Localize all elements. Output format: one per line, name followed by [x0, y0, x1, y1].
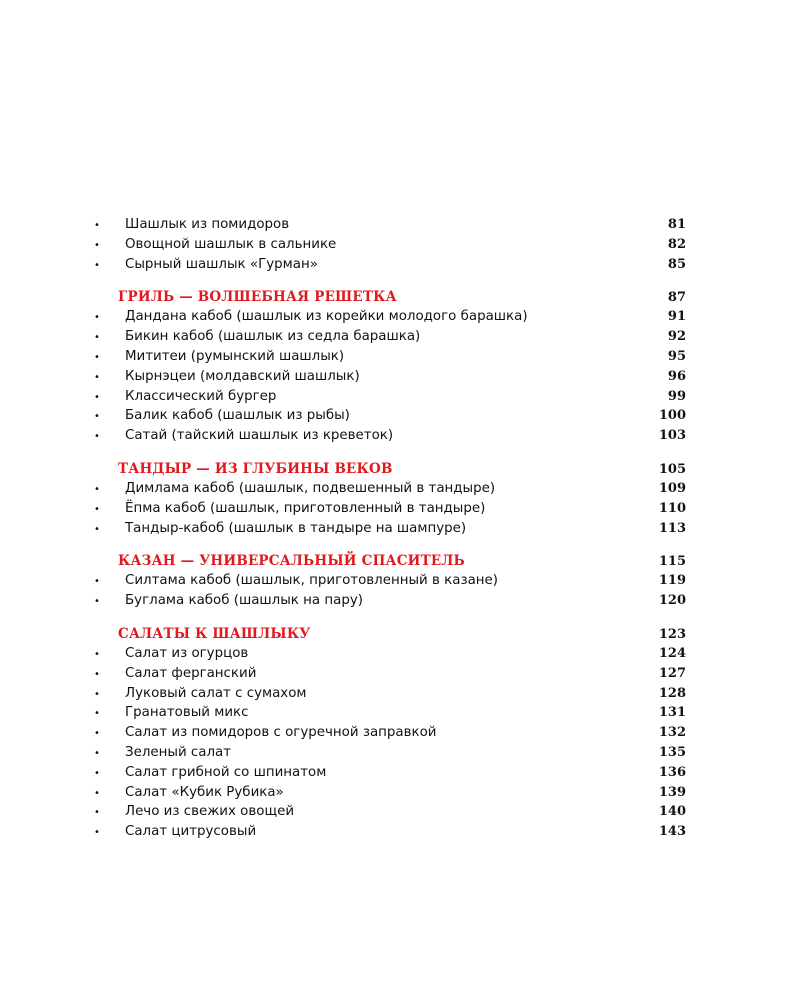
section-heading-title: ТАНДЫР — ИЗ ГЛУБИНЫ ВЕКОВ — [118, 460, 393, 477]
toc-entry-page-number: 103 — [658, 428, 686, 444]
toc-entry — [92, 644, 686, 664]
toc-entry — [92, 426, 686, 446]
bullet-icon: • — [94, 332, 100, 344]
toc-entry-page-number: 109 — [658, 480, 686, 496]
toc-entry-title: Кырнэцеи (молдавский шашлык) — [125, 368, 360, 384]
toc-entry-page-number: 132 — [658, 725, 686, 741]
bullet-icon: • — [94, 523, 100, 535]
section-heading — [92, 551, 686, 571]
bullet-icon: • — [94, 503, 100, 515]
bullet-icon: • — [94, 728, 100, 740]
toc-entry — [92, 307, 686, 327]
toc-entry-title: Димлама кабоб (шашлык, подвешенный в тандыре) — [125, 480, 496, 496]
bullet-icon: • — [94, 220, 100, 231]
toc-entry — [92, 783, 686, 803]
toc-entry-page-number: 96 — [667, 368, 686, 384]
toc-entry — [92, 723, 686, 743]
toc-entry-page-number: 124 — [658, 645, 686, 661]
toc-section — [92, 459, 686, 538]
toc-entry-page-number: 143 — [658, 824, 686, 840]
toc-entry-page-number: 131 — [658, 705, 686, 721]
bullet-icon: • — [94, 239, 100, 251]
toc-entry-title: Овощной шашлык в сальнике — [125, 236, 337, 252]
toc-section — [92, 551, 686, 611]
toc-section — [92, 287, 686, 446]
toc-entry-title: Салат грибной со шпинатом — [125, 764, 327, 780]
bullet-icon: • — [94, 668, 100, 680]
toc-entry-title: Классический бургер — [125, 388, 277, 404]
toc-entry — [92, 215, 686, 235]
toc-entry-title: Салат цитрусовый — [125, 824, 257, 840]
bullet-icon: • — [94, 371, 100, 383]
toc-entry — [92, 406, 686, 426]
toc-entry-page-number: 91 — [667, 309, 686, 325]
bullet-icon: • — [94, 431, 100, 443]
section-heading-title: ГРИЛЬ — ВОЛШЕБНАЯ РЕШЕТКА — [118, 289, 397, 306]
bullet-icon: • — [94, 312, 100, 324]
section-heading-page-number: 115 — [658, 554, 686, 570]
toc-entry-title: Салат ферганский — [125, 665, 257, 681]
section-heading-page-number: 87 — [667, 290, 686, 306]
toc-entry — [92, 347, 686, 367]
toc-entry-title: Ёпма кабоб (шашлык, приготовленный в тандыре) — [125, 500, 486, 516]
toc-entry-page-number: 135 — [658, 744, 686, 760]
toc-entry-title: Мититеи (румынский шашлык) — [125, 348, 345, 364]
toc-entry — [92, 763, 686, 783]
toc-entry-page-number: 110 — [658, 500, 686, 516]
section-heading — [92, 287, 686, 307]
toc-entry-title: Балик кабоб (шашлык из рыбы) — [125, 408, 350, 424]
toc-section — [92, 624, 686, 842]
toc-entry — [92, 822, 686, 842]
section-heading — [92, 624, 686, 644]
toc-entry — [92, 387, 686, 407]
toc-entry-title: Луковый салат с сумахом — [125, 685, 307, 701]
toc-entry-page-number: 120 — [658, 593, 686, 609]
section-heading-title: САЛАТЫ К ШАШЛЫКУ — [118, 625, 311, 642]
toc-entry-page-number: 139 — [658, 784, 686, 800]
toc-entry-title: Сырный шашлык «Гурман» — [125, 256, 318, 272]
bullet-icon: • — [94, 576, 100, 588]
bullet-icon: • — [94, 807, 100, 819]
toc-entry — [92, 235, 686, 255]
toc-entry-page-number: 127 — [658, 665, 686, 681]
toc-entry-title: Силтама кабоб (шашлык, приготовленный в казане) — [125, 573, 499, 589]
section-heading-title: КАЗАН — УНИВЕРСАЛЬНЫЙ СПАСИТЕЛЬ — [118, 553, 465, 570]
bullet-icon: • — [94, 259, 100, 271]
toc-entry-page-number: 100 — [658, 408, 686, 424]
toc-entry — [92, 591, 686, 611]
toc-entry-title: Зеленый салат — [125, 744, 232, 760]
bullet-icon: • — [94, 708, 100, 720]
bullet-icon: • — [94, 483, 100, 495]
toc-entry-page-number: 128 — [658, 685, 686, 701]
toc-entry-page-number: 81 — [667, 217, 686, 232]
bullet-icon: • — [94, 351, 100, 363]
bullet-icon: • — [94, 767, 100, 779]
toc-entry-page-number: 140 — [658, 804, 686, 820]
toc-entry-title: Буглама кабоб (шашлык на пару) — [125, 593, 363, 609]
toc-entry — [92, 664, 686, 684]
toc-section — [92, 215, 686, 274]
toc-entry-title: Тандыр-кабоб (шашлык в тандыре на шампуре) — [125, 520, 467, 536]
table-of-contents — [92, 215, 686, 855]
bullet-icon: • — [94, 596, 100, 608]
toc-entry-page-number: 82 — [667, 236, 686, 252]
toc-entry — [92, 327, 686, 347]
toc-entry — [92, 802, 686, 822]
toc-entry — [92, 571, 686, 591]
toc-entry — [92, 499, 686, 519]
toc-entry — [92, 743, 686, 763]
toc-entry-title: Сатай (тайский шашлык из креветок) — [125, 428, 394, 444]
toc-entry-title: Салат «Кубик Рубика» — [125, 784, 284, 800]
bullet-icon: • — [94, 688, 100, 700]
bullet-icon: • — [94, 391, 100, 403]
toc-entry-title: Дандана кабоб (шашлык из корейки молодого барашка) — [125, 309, 528, 325]
bullet-icon: • — [94, 827, 100, 839]
section-heading-page-number: 105 — [658, 461, 686, 477]
toc-entry-page-number: 85 — [667, 256, 686, 272]
section-heading-page-number: 123 — [658, 626, 686, 642]
toc-entry-page-number: 92 — [667, 329, 686, 345]
bullet-icon: • — [94, 787, 100, 799]
toc-entry-title: Бикин кабоб (шашлык из седла барашка) — [125, 329, 421, 345]
toc-entry — [92, 519, 686, 539]
toc-entry-page-number: 99 — [667, 388, 686, 404]
toc-entry — [92, 255, 686, 275]
toc-entry-title: Салат из огурцов — [125, 645, 249, 661]
toc-entry-page-number: 113 — [658, 520, 686, 536]
toc-entry — [92, 703, 686, 723]
toc-entry-page-number: 119 — [658, 573, 686, 589]
toc-entry-title: Гранатовый микс — [125, 705, 249, 721]
section-heading — [92, 459, 686, 479]
toc-entry — [92, 367, 686, 387]
toc-entry-title: Салат из помидоров с огуречной заправкой — [125, 725, 437, 741]
toc-entry — [92, 684, 686, 704]
bullet-icon: • — [94, 648, 100, 660]
toc-entry — [92, 479, 686, 499]
bullet-icon: • — [94, 411, 100, 423]
bullet-icon: • — [94, 747, 100, 759]
toc-entry-title: Шашлык из помидоров — [125, 217, 290, 232]
toc-entry-page-number: 95 — [667, 348, 686, 364]
toc-entry-title: Лечо из свежих овощей — [125, 804, 295, 820]
toc-entry-page-number: 136 — [658, 764, 686, 780]
